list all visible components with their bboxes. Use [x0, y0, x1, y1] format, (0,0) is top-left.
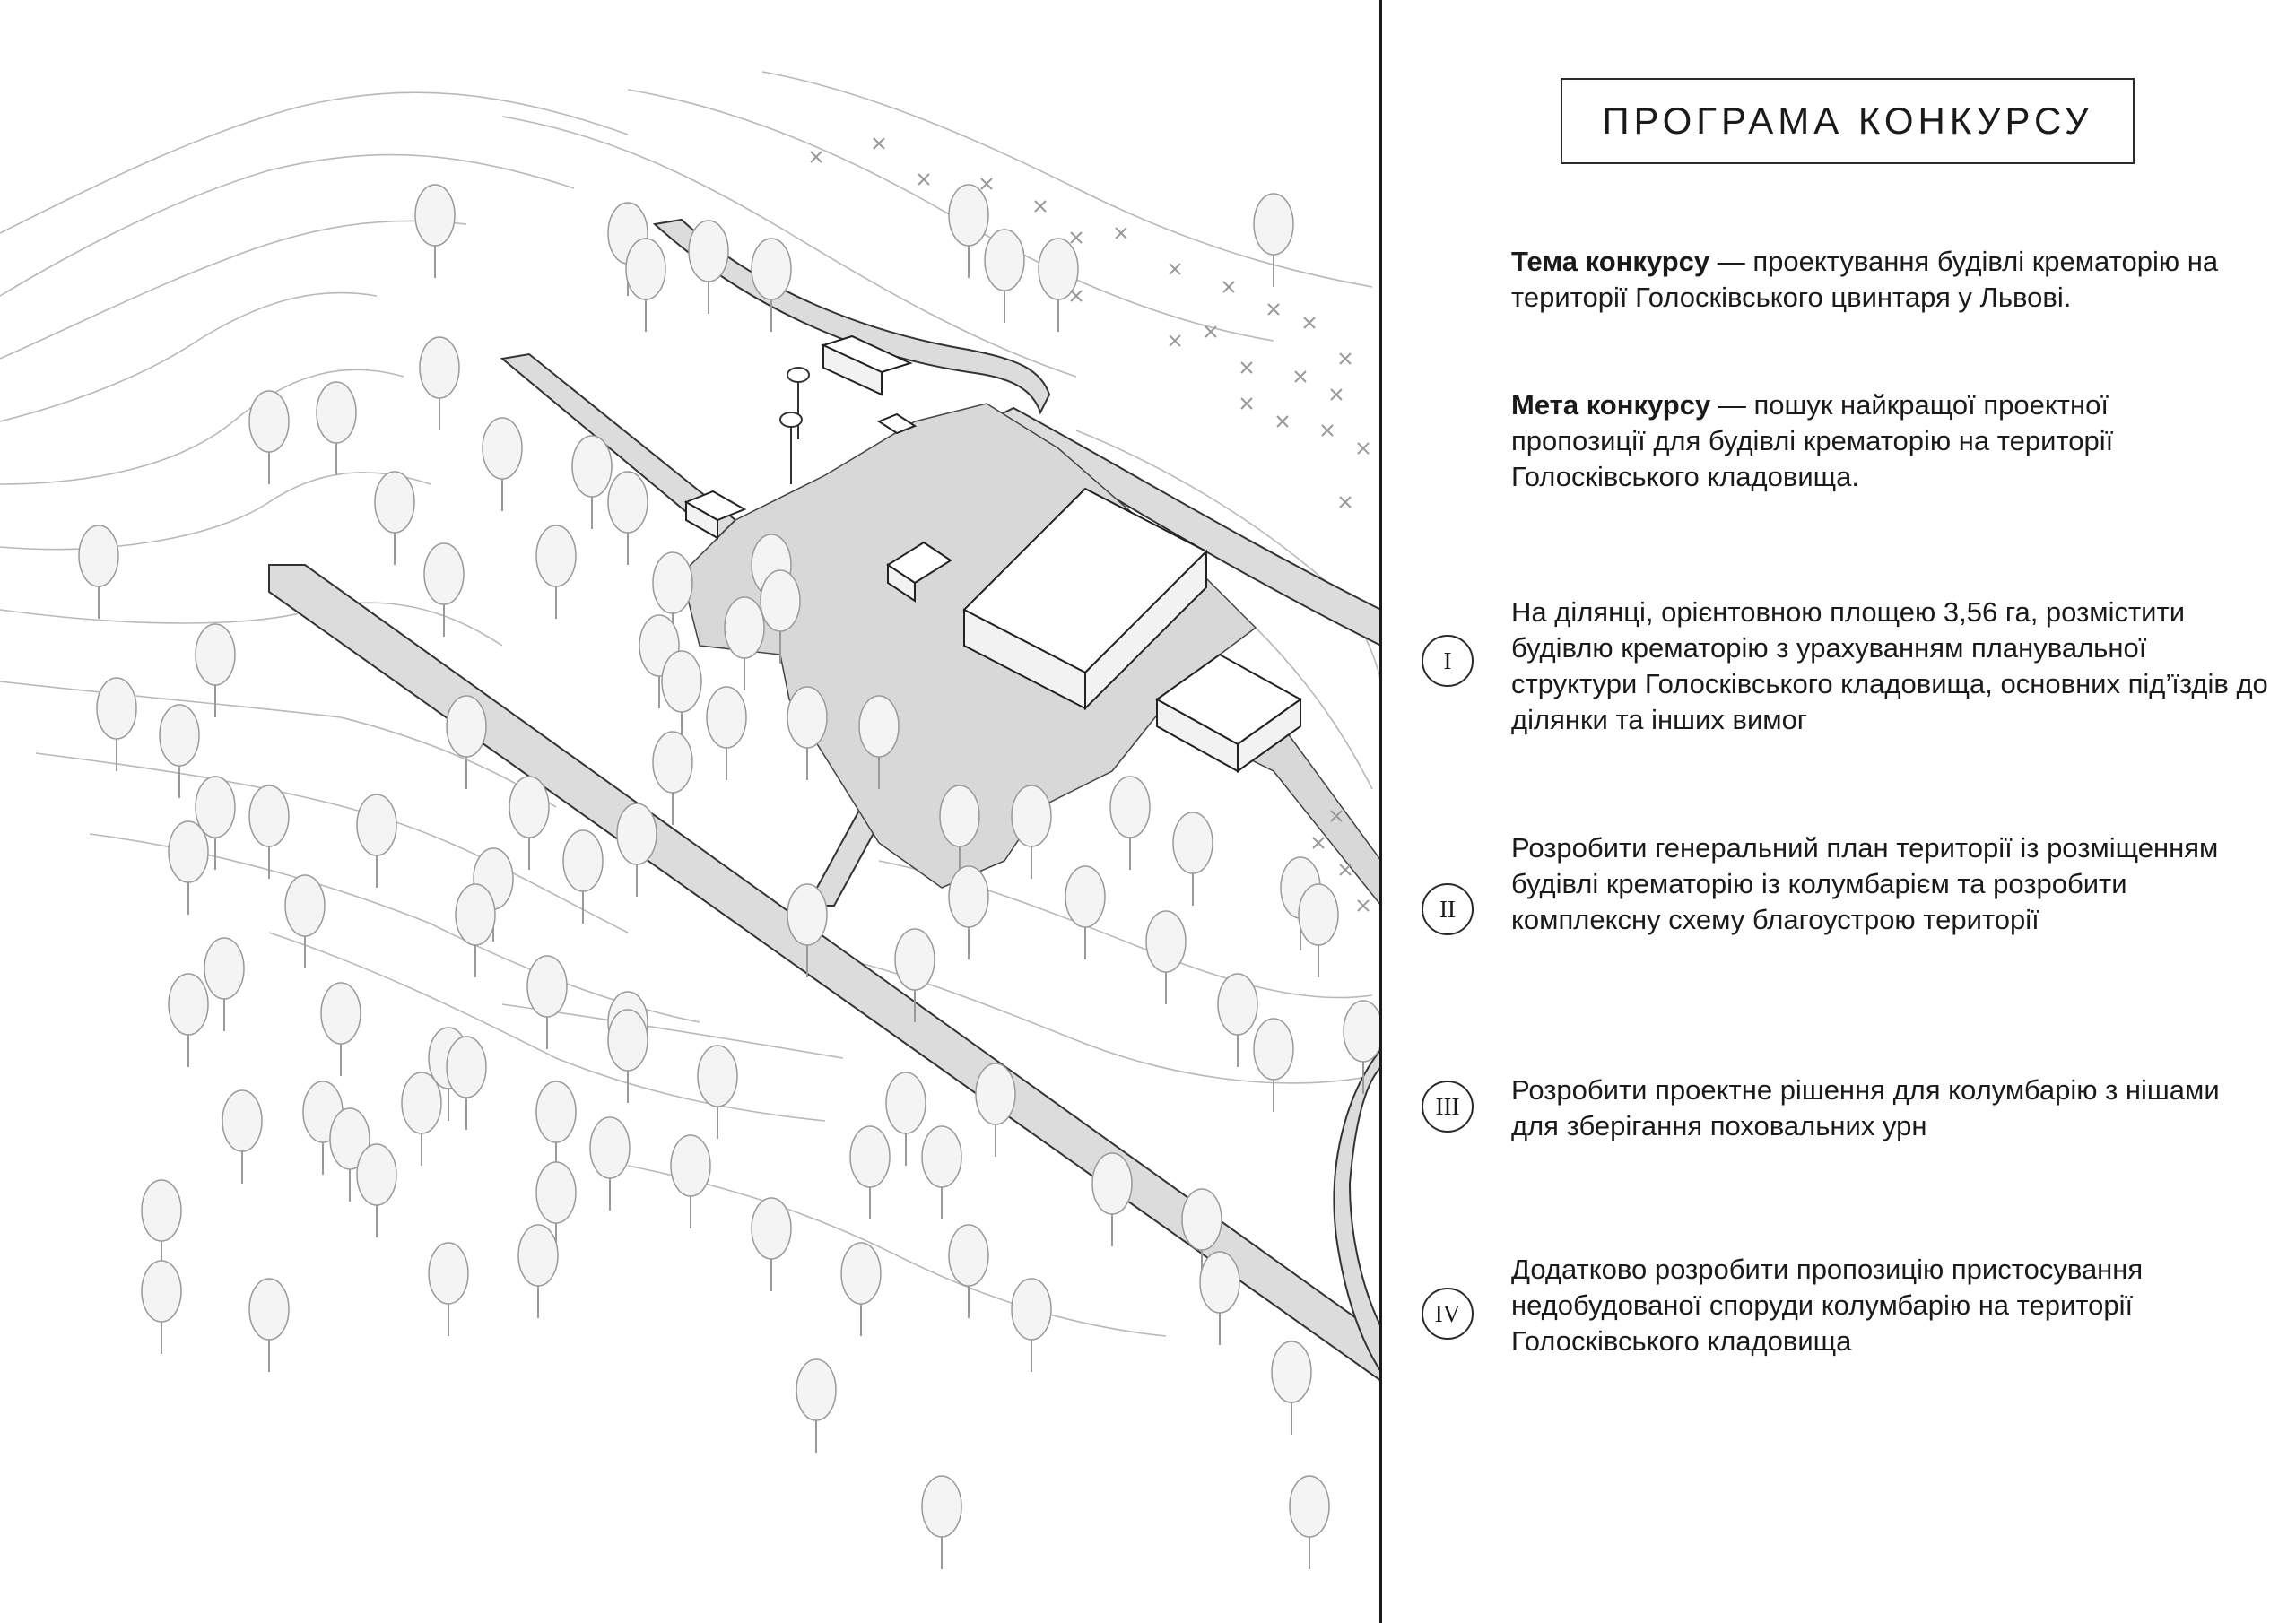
- tree-icon: [375, 472, 414, 565]
- cross-icon: [1295, 371, 1306, 382]
- tree-icon: [357, 1144, 396, 1237]
- tree-icon: [196, 624, 235, 717]
- tree-icon: [796, 1359, 836, 1453]
- tree-icon: [707, 687, 746, 780]
- tree-icon: [922, 1476, 961, 1569]
- tree-icon: [608, 472, 648, 565]
- cross-icon: [1170, 335, 1180, 346]
- tree-icon: [456, 884, 495, 977]
- goal-label: Мета конкурсу: [1511, 389, 1711, 421]
- tree-icon: [608, 1010, 648, 1103]
- tree-icon: [447, 1037, 486, 1130]
- tree-icon: [1110, 777, 1150, 870]
- cross-icon: [1322, 425, 1333, 436]
- topic-paragraph: [1511, 244, 2247, 316]
- task-number-badge: II: [1422, 883, 1474, 935]
- tree-icon: [1039, 239, 1078, 332]
- tree-icon: [671, 1135, 710, 1228]
- cross-icon: [1116, 228, 1126, 239]
- tree-icon: [97, 678, 136, 771]
- cross-icon: [1170, 264, 1180, 274]
- tree-icon: [429, 1243, 468, 1336]
- tree-icon: [949, 185, 988, 278]
- tree-icon: [1254, 194, 1293, 287]
- task-text: Додатково розробити пропозицію пристосування недобудованої споруди колумбарію на території Голосківського кладовища: [1511, 1254, 2144, 1357]
- tree-icon: [142, 1180, 181, 1273]
- task-number-badge: IV: [1422, 1288, 1474, 1340]
- cross-icon: [1358, 443, 1369, 454]
- tree-icon: [886, 1072, 926, 1166]
- tree-icon: [590, 1117, 630, 1211]
- tree-icon: [249, 785, 289, 879]
- tree-icon: [222, 1090, 262, 1184]
- cross-icon: [981, 178, 992, 189]
- cross-icon: [874, 138, 884, 149]
- tree-icon: [949, 1225, 988, 1318]
- tree-icon: [536, 1081, 576, 1175]
- cross-icon: [1340, 353, 1351, 364]
- cross-icon: [1035, 201, 1046, 212]
- tree-icon: [752, 239, 791, 332]
- tree-icon: [985, 230, 1024, 323]
- tree-icon: [1065, 866, 1105, 959]
- tree-icon: [1299, 884, 1338, 977]
- tree-icon: [1200, 1252, 1239, 1345]
- tree-icon: [1218, 974, 1257, 1067]
- tree-icon: [1092, 1153, 1132, 1246]
- cross-icon: [1241, 398, 1252, 409]
- vertical-divider: [1379, 0, 1382, 1623]
- tree-icon: [415, 185, 455, 278]
- tree-icon: [1012, 785, 1051, 879]
- cross-icon: [1205, 326, 1216, 337]
- tree-icon: [617, 803, 657, 897]
- tree-icon: [563, 830, 603, 924]
- tree-icon: [321, 983, 361, 1076]
- topic-text: — проектування будівлі крематорію на території Голосківського цвинтаря у Львові.: [1511, 246, 2219, 313]
- tree-icon: [509, 777, 549, 870]
- tree-icon: [527, 956, 567, 1049]
- cross-icon: [1071, 232, 1082, 243]
- cross-icon: [1268, 304, 1279, 315]
- tree-icon: [285, 875, 325, 968]
- tree-icon: [1173, 812, 1213, 906]
- tree-icon: [142, 1261, 181, 1354]
- goal-text: — пошук найкращої проектної пропозиції для будівлі крематорію на території Голосківського кладовища.: [1511, 389, 2114, 492]
- tree-icon: [420, 337, 459, 430]
- tree-icon: [752, 1198, 791, 1291]
- tree-icon: [536, 525, 576, 619]
- tree-icon: [922, 1126, 961, 1219]
- tree-icon: [850, 1126, 890, 1219]
- tree-icon: [518, 1225, 558, 1318]
- tree-icon: [249, 1279, 289, 1372]
- cross-icon: [811, 152, 822, 162]
- task-text: Розробити генеральний план території із розміщенням будівлі крематорію із колумбарієм та розробити комплексну схему благоустрою території: [1511, 832, 2219, 935]
- tree-icon: [483, 418, 522, 511]
- tree-icon: [424, 543, 464, 637]
- cross-icon: [1223, 282, 1234, 292]
- tree-icon: [572, 436, 612, 529]
- topic-label: Тема конкурсу: [1511, 246, 1710, 277]
- tree-icon: [976, 1063, 1015, 1157]
- tree-icon: [662, 651, 701, 744]
- cross-icon: [1304, 317, 1315, 328]
- title-frame: [1561, 78, 2135, 164]
- task-number-badge: III: [1422, 1081, 1474, 1133]
- cross-icon: [1331, 389, 1342, 400]
- tree-icon: [689, 221, 728, 314]
- cross-icon: [1340, 497, 1351, 508]
- tree-icon: [357, 794, 396, 888]
- task-number-badge: I: [1422, 635, 1474, 687]
- tree-icon: [787, 687, 827, 780]
- tree-icon: [169, 974, 208, 1067]
- cross-icon: [1241, 362, 1252, 373]
- tree-icon: [1290, 1476, 1329, 1569]
- cross-icon: [1313, 838, 1324, 848]
- tree-icon: [402, 1072, 441, 1166]
- cross-icon: [1277, 416, 1288, 427]
- tree-icon: [698, 1046, 737, 1139]
- tree-icon: [949, 866, 988, 959]
- tree-icon: [249, 391, 289, 484]
- cross-icon: [1358, 900, 1369, 911]
- tree-icon: [841, 1243, 881, 1336]
- tree-icon: [653, 732, 692, 825]
- tree-icon: [169, 821, 208, 915]
- tree-icon: [626, 239, 665, 332]
- tree-icon: [79, 525, 118, 619]
- tree-icon: [447, 696, 486, 789]
- task-text: Розробити проектне рішення для колумбарію з нішами для зберігання поховальних урн: [1511, 1074, 2220, 1141]
- cross-icon: [1340, 864, 1351, 875]
- page-title: ПРОГРАМА КОНКУРСУ: [1602, 100, 2093, 142]
- tree-icon: [1146, 911, 1186, 1004]
- tree-icon: [1012, 1279, 1051, 1372]
- tree-icon: [725, 597, 764, 690]
- cross-icon: [1071, 291, 1082, 301]
- goal-paragraph: [1511, 387, 2247, 495]
- task-text: На ділянці, орієнтовною площею 3,56 га, розмістити будівлю крематорію з урахуванням планувальної структури Голосківського кладовища, основних під’їздів до ділянки та інших вимог: [1511, 596, 2268, 735]
- cross-icon: [918, 174, 929, 185]
- tree-icon: [1254, 1019, 1293, 1112]
- tree-icon: [1272, 1341, 1311, 1435]
- tree-icon: [204, 938, 244, 1031]
- tree-icon: [317, 382, 356, 475]
- tree-icon: [160, 705, 199, 798]
